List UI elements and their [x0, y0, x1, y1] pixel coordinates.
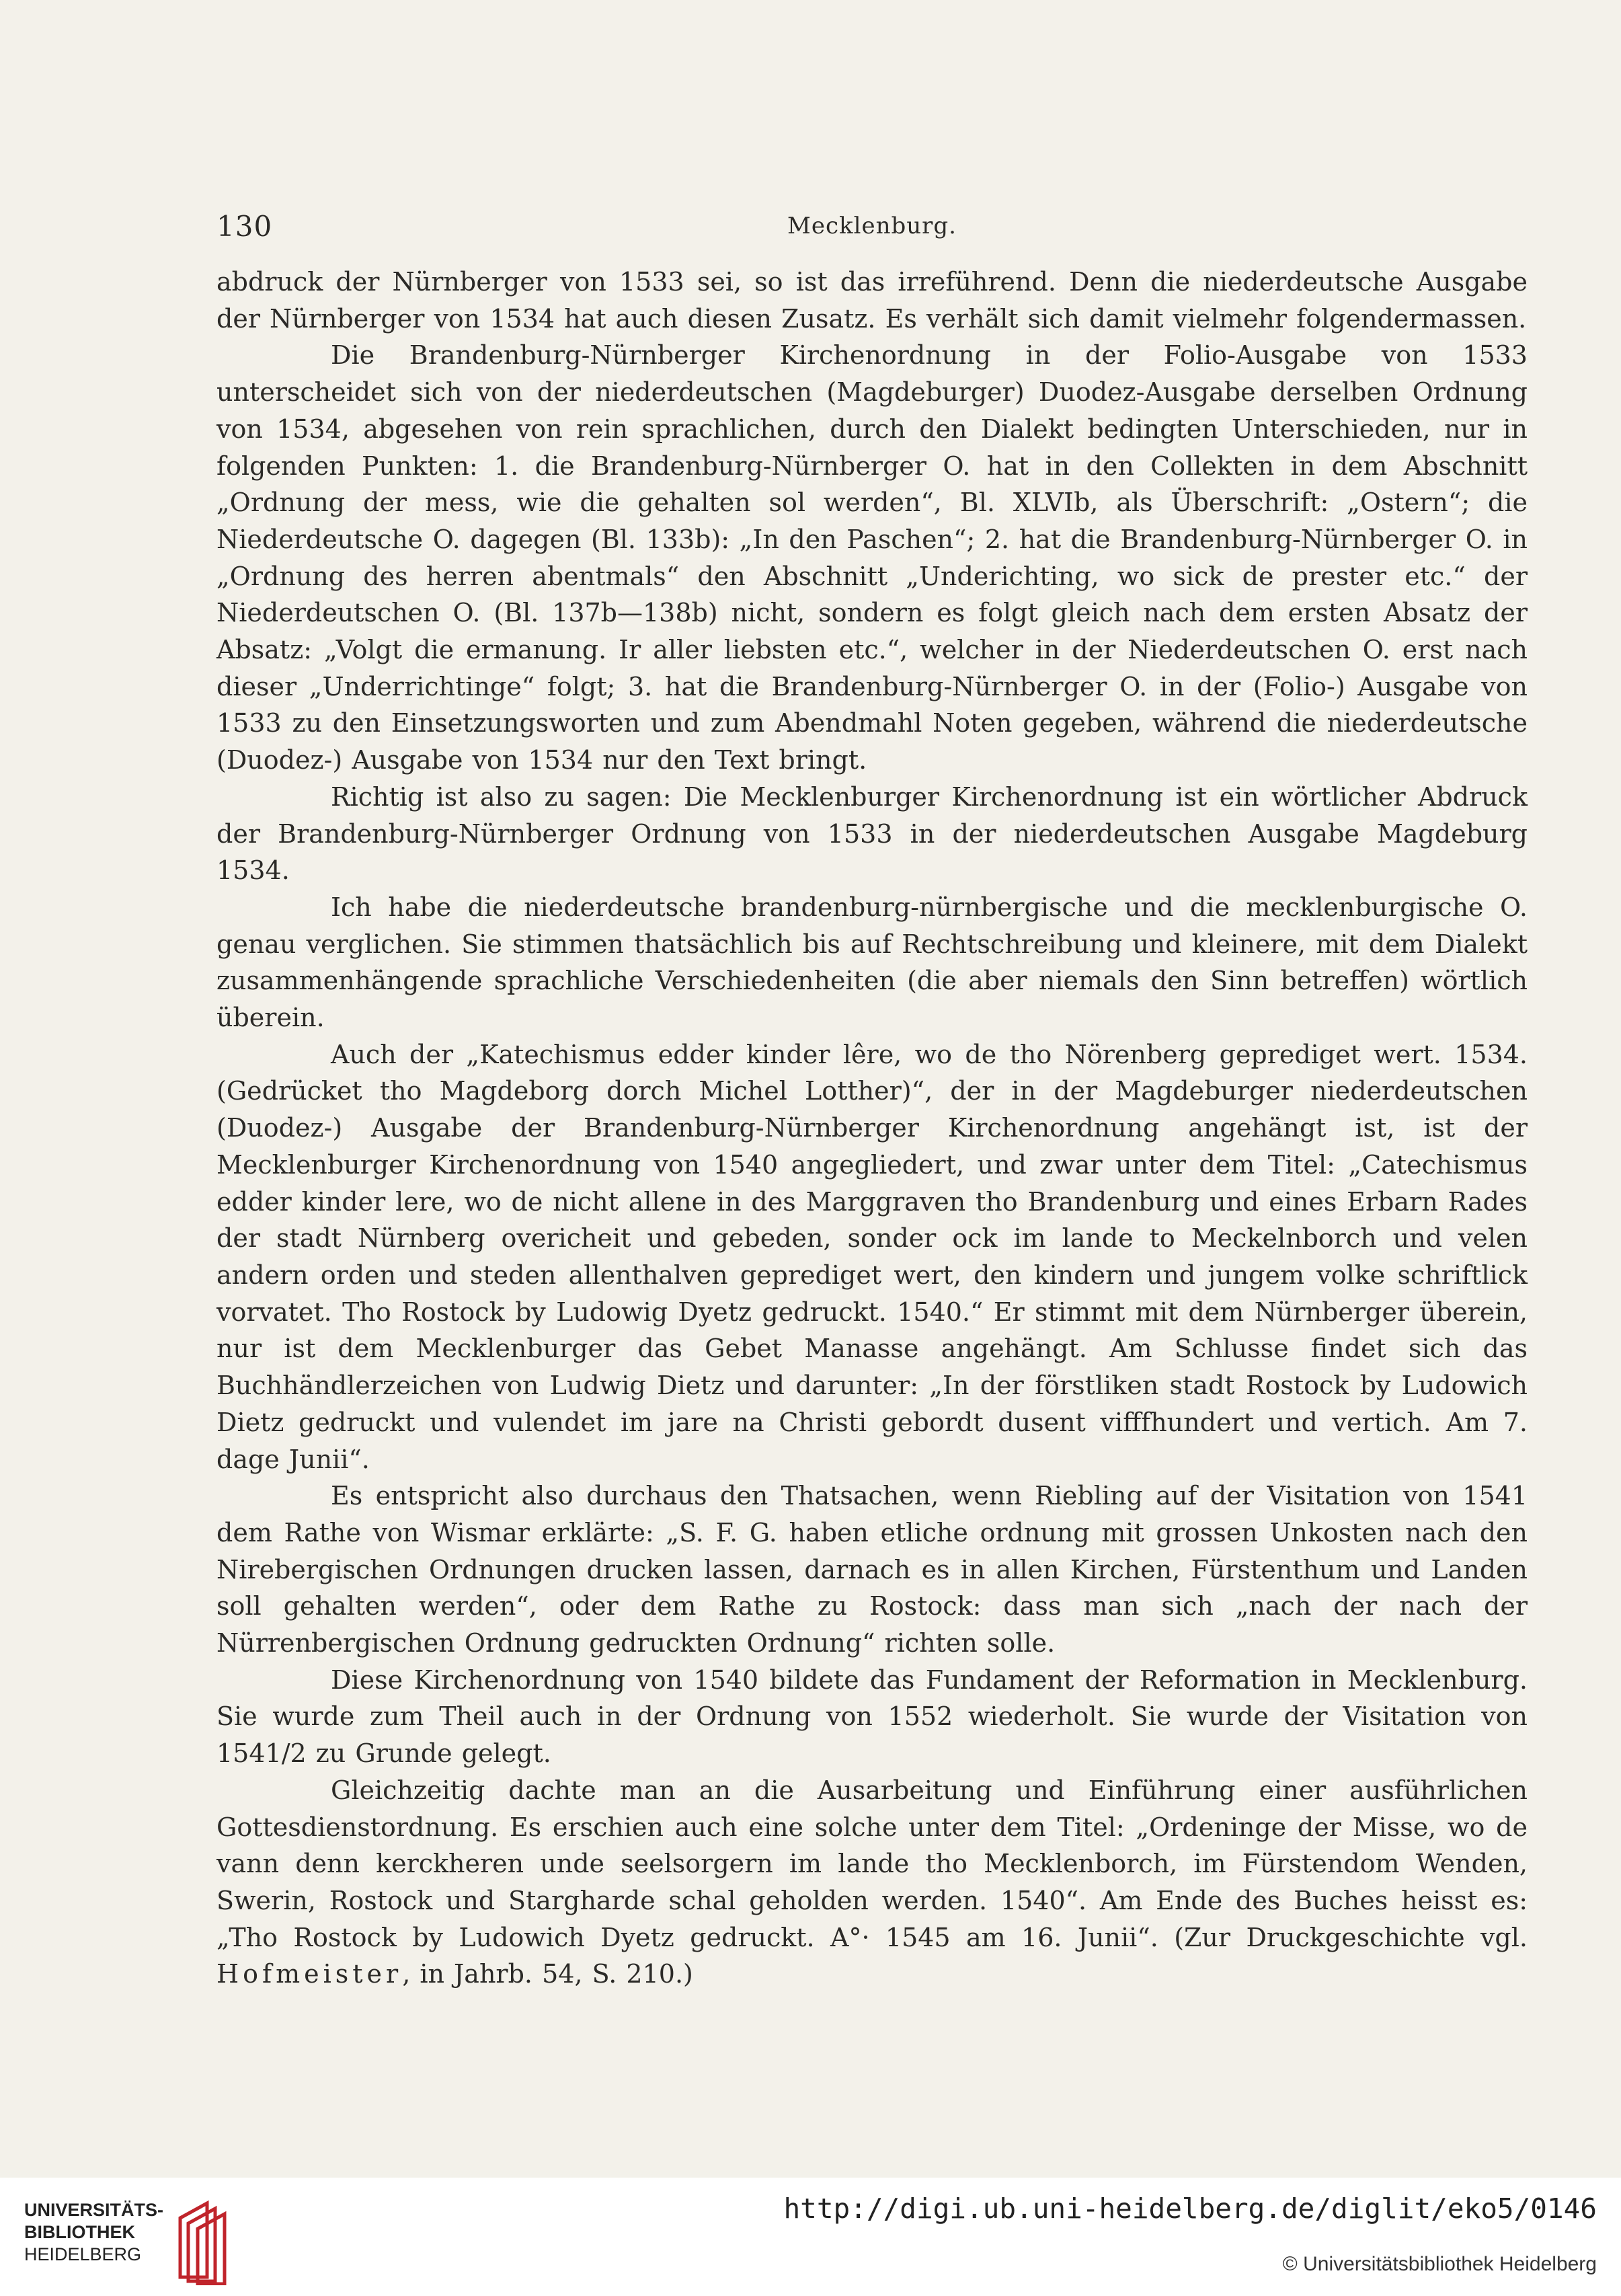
- body-text: [216, 264, 1528, 1993]
- library-emblem-icon: [167, 2198, 241, 2285]
- page-number: 130: [216, 210, 273, 243]
- paragraph: abdruck der Nürnberger von 1533 sei, so ist das irreführend. Denn die niederdeutsche Ausgabe der Nürnberger von 1534 hat auch diesen Zusatz. Es verhält sich damit vielmehr folgendermassen.: [216, 267, 1528, 334]
- paragraph-last-tail: , in Jahrb. 54, S. 210.): [402, 1959, 693, 1989]
- paragraph-last-main: Gleichzeitig dachte man an die Ausarbeitung und Einführung einer ausführlichen Gottesdienstordnung. Es erschien auch eine solche unter dem Titel: „Ordeninge der Misse, wo de vann denn kerckheren unde seelsorgern im lande tho Mecklenborch, im Fürstendom Wenden, Swerin, Rostock und Stargharde schal geholden werden. 1540“. Am Ende des Buches heisst es: „Tho Rostock by Ludowich Dyetz gedruckt. A°· 1545 am 16. Junii“. (Zur Druckgeschichte vgl.: [216, 1775, 1528, 1952]
- library-name-line1: UNIVERSITÄTS-: [24, 2200, 164, 2220]
- paragraph: Auch der „Katechismus edder kinder lêre, wo de tho Nörenberg geprediget wert. 1534. (Gedrücket tho Magdeborg dorch Michel Lotther)“, der in der Magdeburger niederdeutschen (Duodez-) Ausgabe der Brandenburg-Nürnberger Kirchenordnung angehängt ist, ist der Mecklenburger Kirchenordnung von 1540 angegliedert, und zwar unter dem Titel: „Catechismus edder kinder lere, wo de nicht allene in des Marggraven tho Brandenburg und eines Erbarn Rades der stadt Nürnberg overicheit und gebeden, sonder ock im lande to Meckelnborch und velen andern orden und steden allenthalven geprediget wert, den kindern und jungem volke schriftlick vorvatet. Tho Rostock by Ludowig Dyetz gedruckt. 1540.“ Er stimmt mit dem Nürnberger überein, nur ist dem Mecklenburger das Gebet Manasse angehängt. Am Schlusse findet sich das Buchhändlerzeichen von Ludwig Dietz und darunter: „In der förstliken stadt Rostock by Ludowich Dietz gedruckt und vulendet im jare na Christi gebordt dusent vifffhundert und vertich. Am 7. dage Junii“.: [216, 1039, 1528, 1474]
- paragraph: Richtig ist also zu sagen: Die Mecklenburger Kirchenordnung ist ein wörtlicher Abdruck der Brandenburg-Nürnberger Ordnung von 1533 in der niederdeutschen Ausgabe Magdeburg 1534.: [216, 781, 1528, 886]
- library-name-line2: BIBLIOTHEK: [24, 2222, 135, 2242]
- paragraph: Es entspricht also durchaus den Thatsachen, wenn Riebling auf der Visitation von 1541 dem Rathe von Wismar erklärte: „S. F. G. haben etliche ordnung mit grossen Unkosten nach den Nirebergischen Ordnungen drucken lassen, darnach es in allen Kirchen, Fürstenthum und Landen soll gehalten werden“, oder dem Rathe zu Rostock: dass man sich „nach der nach der Nürrenbergischen Ordnung gedruckten Ordnung“ richten solle.: [216, 1481, 1528, 1658]
- library-logo[interactable]: [24, 2198, 239, 2285]
- paragraph-last: [216, 1772, 1528, 1993]
- source-url-link[interactable]: http://digi.ub.uni-heidelberg.de/diglit/eko5/0146: [783, 2192, 1597, 2225]
- copyright-notice: © Universitätsbibliothek Heidelberg: [1282, 2253, 1597, 2275]
- paragraph: Die Brandenburg-Nürnberger Kirchenordnung in der Folio-Ausgabe von 1533 unterscheidet sich von der niederdeutschen (Magdeburger) Duodez-Ausgabe derselben Ordnung von 1534, abgesehen von rein sprachlichen, durch den Dialekt bedingten Unterschieden, nur in folgenden Punkten: 1. die Brandenburg-Nürnberger O. hat in den Collekten in dem Abschnitt „Ordnung der mess, wie die gehalten sol werden“, Bl. XLVIb, als Überschrift: „Ostern“; die Niederdeutsche O. dagegen (Bl. 133b): „In den Paschen“; 2. hat die Brandenburg-Nürnberger O. in „Ordnung des herren abentmals“ den Abschnitt „Underichting, wo sick de prester etc.“ der Niederdeutschen O. (Bl. 137b—138b) nicht, sondern es folgt gleich nach dem ersten Absatz der Absatz: „Volgt die ermanung. Ir aller liebsten etc.“, welcher in der Niederdeutschen O. erst nach dieser „Underrichtinge“ folgt; 3. hat die Brandenburg-Nürnberger O. in der (Folio-) Ausgabe von 1533 zu den Einsetzungsworten und zum Abendmahl Noten gegeben, während die niederdeutsche (Duodez-) Ausgabe von 1534 nur den Text bringt.: [216, 340, 1528, 775]
- footer-bar: [0, 2178, 1621, 2296]
- running-head: Mecklenburg.: [787, 213, 957, 239]
- library-logo-text: [24, 2199, 163, 2266]
- paragraph: Ich habe die niederdeutsche brandenburg-nürnbergische und die mecklenburgische O. genau verglichen. Sie stimmen thatsächlich bis auf Rechtschreibung und kleinere, mit dem Dialekt zusammenhängende sprachliche Verschiedenheiten (die aber niemals den Sinn betreffen) wörtlich überein.: [216, 892, 1528, 1033]
- paragraph: Diese Kirchenordnung von 1540 bildete das Fundament der Reformation in Mecklenburg. Sie wurde zum Theil auch in der Ordnung von 1552 wiederholt. Sie wurde der Visitation von 1541/2 zu Grunde gelegt.: [216, 1664, 1528, 1769]
- author-name-spaced: Hofmeister: [216, 1959, 403, 1989]
- library-name-line3: HEIDELBERG: [24, 2244, 142, 2264]
- page-header: [216, 210, 1528, 250]
